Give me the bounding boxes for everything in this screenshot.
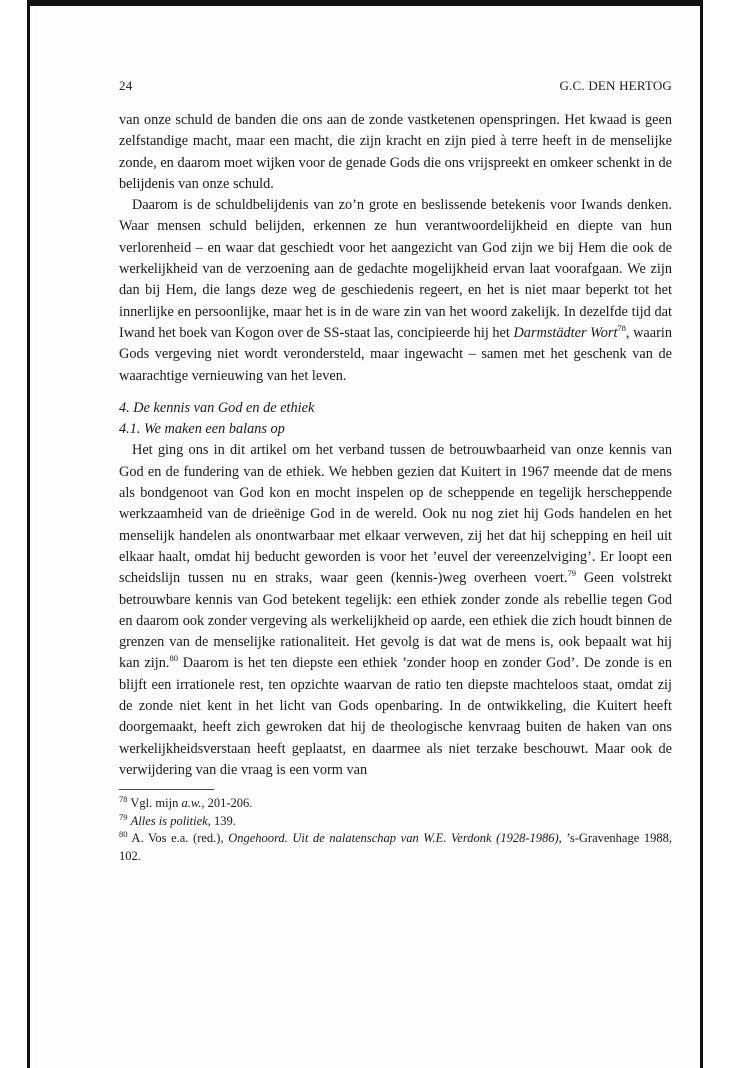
footnote-text: Vgl. mijn (127, 796, 182, 811)
page-number: 24 (119, 78, 133, 93)
footnote-ref-79: 79 (567, 568, 576, 579)
footnote-number: 79 (119, 811, 128, 822)
subsection-heading: 4.1. We maken een balans op (119, 421, 285, 438)
paragraph-3-text-c: Daarom is het ten diepste een ethiek ’zonder hoop en zonder God’. De zonde is en blijft een irrationele rest, ten opzichte waarvan de ratio ten diepste machteloos staat, omdat zij de zonde niet kent in het licht van Gods openbaring. In de ontwikkeling, die Kuitert heeft doorgemaakt, heeft zich gewroken dat hij de theologische kenvraag buiten de haken van ons werkelijkheidsverstaan heeft geplaatst, en daarmee als niet terzake beschouwt. Maar ook de verwijdering van die vraag is een vorm van (119, 655, 672, 778)
footnote-italic: Ongehoord. Uit de nalatenschap van W.E. Verdonk (1928-1986) (228, 831, 559, 846)
footnote-78 (119, 795, 672, 813)
book-page (33, 6, 700, 1068)
footnote-text: , 201-206. (201, 796, 253, 811)
footnote-italic: a.w. (181, 796, 202, 811)
section-heading: 4. De kennis van God en de ethiek (119, 399, 315, 416)
footnote-ref-78: 78 (617, 323, 626, 334)
paragraph-2-text-b: , waarin Gods vergeving niet wordt verondersteld, maar ingewacht – samen met het geschenk van de waarachtige vernieuwing van het leven. (119, 324, 672, 384)
scan-edge-left (0, 0, 30, 1068)
paragraph-2-italic-title: Darmstädter Wort (513, 324, 618, 341)
footnote-80 (119, 830, 672, 865)
footnote-rule (119, 789, 214, 790)
footnote-number: 78 (119, 794, 128, 805)
footnote-text: A. Vos e.a. (red.), (127, 831, 229, 846)
scan-edge-right (700, 0, 738, 1068)
running-head-author: G.C. DEN HERTOG (559, 78, 672, 93)
paragraph-2 (119, 195, 672, 387)
footnote-italic: Alles is politiek (130, 813, 208, 828)
footnote-text: , ’s-Gravenhage 1988, 102. (119, 831, 673, 863)
paragraph-3-text-a: Het ging ons in dit artikel om het verband tussen de betrouwbaarheid van onze kennis van God en de fundering van de ethiek. We hebben gezien dat Kuitert in 1967 meende dat de mens als bondgenoot van God kon en mocht inspelen op de scheppende en tegelijk herscheppende werkzaamheid van de drieënige God in de wereld. Ook nu nog ziet hij Gods handelen en het menselijk handelen als onontwarbaar met elkaar verweven, zij het dat hij schepping en heil uit elkaar haalt, omdat hij beducht geworden is voor het ’euvel der vereenzelviging’. Er loopt een scheidslijn tussen nu en straks, waar geen (kennis-)weg overheen voert. (119, 442, 672, 587)
footnote-79 (119, 813, 672, 831)
footnote-number: 80 (119, 829, 128, 840)
page-content (119, 78, 672, 865)
paragraph-3 (119, 440, 672, 781)
paragraph-2-text-a: Daarom is de schuldbelijdenis van zo’n grote en beslissende betekenis voor Iwands denken. Waar mensen schuld belijden, erkennen ze hun verantwoordelijkheid en diepte van hun verlorenheid – en waar dat geschiedt voor het aangezicht van God zijn we bij Hem die ook de werkelijkheid van de verzoening aan de gedachte mogelijkheid ervan laat voorafgaan. We zijn dan bij Hem, die langs deze weg de geschiedenis regeert, en het is niet maar beperkt tot het innerlijke en persoonlijke, maar het is in de ware zin van het woord zakelijk. In dezelfde tijd dat Iwand het boek van Kogon over de SS-staat las, concipieerde hij het (119, 197, 672, 341)
paragraph-1: van onze schuld de banden die ons aan de zonde vastketenen openspringen. Het kwaad is geen zelfstandige macht, maar een macht, die zijn kracht en zijn pied à terre heeft in de menselijke zonde, en daarom moet wijken voor de genade Gods die ons vrijspreekt en omkeer schenkt in de belijdenis van onze schuld. (119, 112, 672, 192)
paragraph-3-text-b: Geen volstrekt betrouwbare kennis van God betekent tegelijk: een ethiek zonder zonde als rebellie tegen God en daarom ook zonder vergeving als werkelijkheid op aarde, een ethiek die zich houdt binnen de grenzen van de menselijke rationaliteit. Het gevolg is dat wat de mens is, ook bepaalt wat hij kan zijn. (119, 570, 672, 672)
footnote-ref-80: 80 (169, 653, 178, 664)
running-head (119, 78, 672, 94)
section-gap (119, 387, 672, 398)
footnote-text: , 139. (207, 813, 236, 828)
